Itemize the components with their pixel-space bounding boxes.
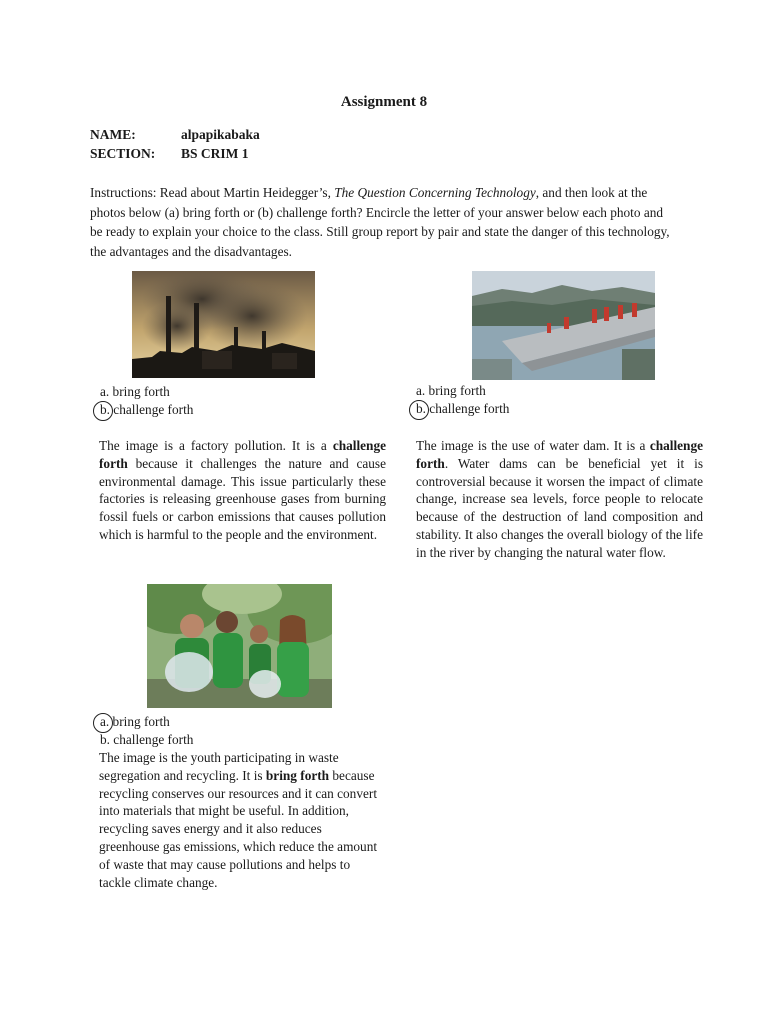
answer-circle-1 xyxy=(93,401,113,421)
book-title: The Question Concerning Technology xyxy=(334,185,536,200)
document-title: Assignment 8 xyxy=(340,94,428,110)
explanation-3-pre: The image is the youth participating in waste segregation and recycling. It is xyxy=(99,750,339,783)
option-b-2: b. challenge forth xyxy=(416,401,510,416)
answer-circle-3 xyxy=(93,713,113,733)
factory-pollution-photo xyxy=(132,271,315,378)
explanation-3-answer: bring forth xyxy=(265,767,330,783)
explanation-1 xyxy=(99,437,386,544)
instructions xyxy=(90,183,675,261)
explanation-1-pre: The image is a factory pollution. It is a xyxy=(99,438,333,453)
explanation-1-answer: challenge forth xyxy=(99,438,386,471)
instructions-pre: Instructions: Read about Martin Heidegger’s, xyxy=(90,185,335,200)
option-a-2: a. bring forth xyxy=(416,383,486,398)
explanation-1-post: because it challenges the nature and cause environmental damage. This issue particularly these factories is releasing greenhouse gases from burning fossil fuels or carbon emissions that causes pollution which is harmful to the people and the environment. xyxy=(99,455,386,542)
instructions-post: , and then look at the photos below (a) bring forth or (b) challenge forth? Encircle the letter of your answer below each photo and be ready to explain your choice to the class. Still group report by pair and state the danger of this technology, the advantages and the disadvantages. xyxy=(90,185,670,259)
explanation-2 xyxy=(416,437,703,562)
option-a-3: a. bring forth xyxy=(100,714,170,729)
section-label: SECTION: xyxy=(90,146,156,161)
explanation-2-post: . Water dams can be beneficial yet it is controversial because it worsen the impact of climate change, increase sea levels, force people to relocate because of the destruction of land composition and stability. It also changes the overall biology of the life in the river by changing the natural water flow. xyxy=(416,455,703,560)
explanation-2-pre: The image is the use of water dam. It is a xyxy=(416,438,650,453)
explanation-3-post: because recycling conserves our resources and it can convert into materials that might be useful. In addition, recycling saves energy and it also reduces greenhouse gas emissions, which reduce the amount of waste that may cause pollutions and helps to tackle climate change. xyxy=(99,767,378,890)
recycling-youth-photo xyxy=(147,584,332,708)
section-value: BS CRIM 1 xyxy=(181,146,249,161)
name-label: NAME: xyxy=(90,127,136,142)
option-b-3: b. challenge forth xyxy=(100,732,194,747)
explanation-3 xyxy=(99,749,384,891)
water-dam-photo xyxy=(472,271,655,380)
name-value: alpapikabaka xyxy=(181,127,260,142)
answer-circle-2 xyxy=(409,400,429,420)
option-b-1: b. challenge forth xyxy=(100,402,194,417)
option-a-1: a. bring forth xyxy=(100,384,170,399)
explanation-2-answer: challenge forth xyxy=(416,438,703,471)
